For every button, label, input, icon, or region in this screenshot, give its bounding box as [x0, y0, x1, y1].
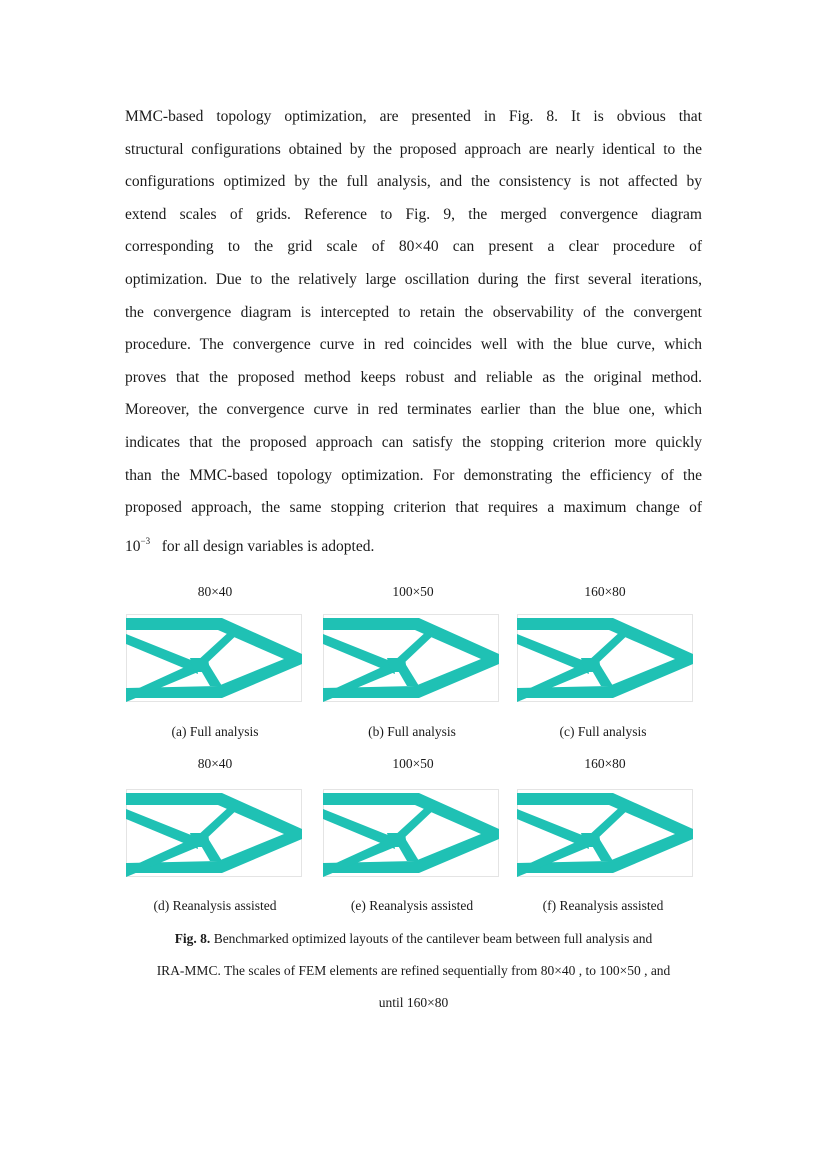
figure-label: Fig. 8. — [174, 931, 211, 946]
topology-structure — [517, 789, 693, 877]
caption-a: (a) Full analysis — [171, 724, 259, 739]
figure-caption-line-1 — [100, 931, 727, 947]
caption-c: (c) Full analysis — [559, 724, 647, 739]
topology-structure — [323, 789, 499, 877]
paragraph-line: corresponding to the grid scale of 80×40 can present a clear procedure of — [125, 238, 702, 256]
panel-d-reanalysis — [126, 789, 302, 877]
paragraph-line: proposed approach, the same stopping criterion that requires a maximum change of — [125, 499, 702, 517]
exponent-base: 10 — [125, 537, 141, 555]
topology-structure — [126, 789, 302, 877]
topology-structure — [517, 614, 693, 702]
panel-c-full-analysis — [517, 614, 693, 702]
caption-d: (d) Reanalysis assisted — [153, 898, 277, 913]
panel-e-reanalysis — [323, 789, 499, 877]
panel-a-full-analysis — [126, 614, 302, 702]
panel-f-reanalysis — [517, 789, 693, 877]
paragraph-line: the convergence diagram is intercepted to retain the observability of the convergent — [125, 303, 702, 321]
caption-b: (b) Full analysis — [368, 724, 456, 739]
paragraph-line: proves that the proposed method keeps robust and reliable as the original method. — [125, 368, 702, 386]
paragraph-line: procedure. The convergence curve in red coincides well with the blue curve, which — [125, 336, 702, 354]
grid-label-b: 100×50 — [392, 584, 434, 599]
panel-b-full-analysis — [323, 614, 499, 702]
grid-label-a: 80×40 — [197, 584, 233, 599]
grid-label-e: 100×50 — [392, 756, 434, 771]
figure-caption-text: Benchmarked optimized layouts of the cantilever beam between full analysis and — [213, 931, 653, 946]
paragraph-line: MMC-based topology optimization, are presented in Fig. 8. It is obvious that — [125, 108, 702, 125]
body-paragraph — [125, 101, 702, 563]
exponent: −3 — [140, 535, 151, 546]
paragraph-line: Moreover, the convergence curve in red terminates earlier than the blue one, which — [125, 401, 702, 419]
grid-label-c: 160×80 — [584, 584, 626, 599]
paragraph-line: configurations optimized by the full analysis, and the consistency is not affected by — [125, 173, 702, 191]
caption-f: (f) Reanalysis assisted — [542, 898, 664, 913]
topology-structure — [323, 614, 499, 702]
paragraph-line: structural configurations obtained by the proposed approach are nearly identical to the — [125, 140, 702, 158]
paragraph-line: extend scales of grids. Reference to Fig. 9, the merged convergence diagram — [125, 205, 702, 223]
paragraph-line: than the MMC-based topology optimization. For demonstrating the efficiency of the — [125, 466, 702, 484]
grid-label-f: 160×80 — [584, 756, 626, 771]
last-line-text: for all design variables is adopted. — [161, 537, 375, 555]
grid-label-d: 80×40 — [197, 756, 233, 771]
figure-caption-line-2: IRA-MMC. The scales of FEM elements are refined sequentially from 80×40 , to 100×50 , and — [156, 963, 671, 978]
paragraph-line: indicates that the proposed approach can satisfy the stopping criterion more quickly — [125, 433, 702, 451]
figure-caption-line-3: until 160×80 — [378, 995, 449, 1010]
paragraph-line: optimization. Due to the relatively large oscillation during the first several iterations, — [125, 270, 702, 288]
paragraph-last-line — [125, 531, 702, 564]
caption-e: (e) Reanalysis assisted — [350, 898, 474, 913]
topology-structure — [126, 614, 302, 702]
